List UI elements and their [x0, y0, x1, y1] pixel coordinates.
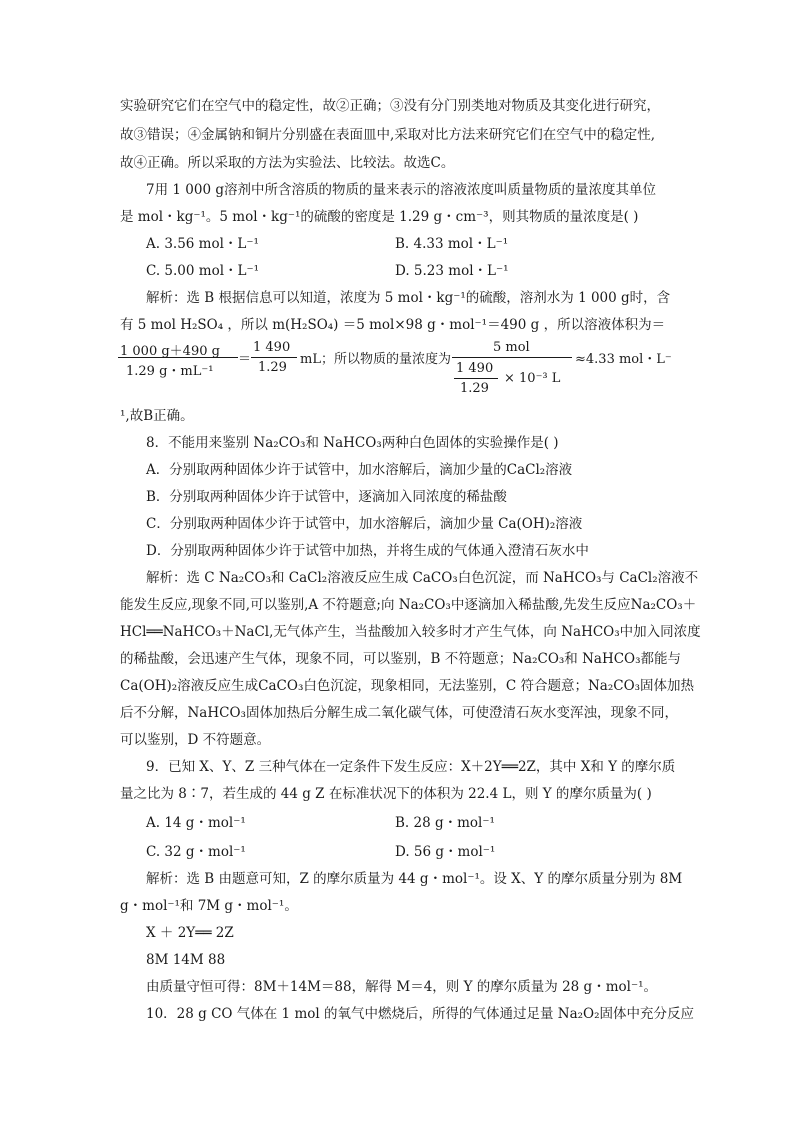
option-d: D．分别取两种固体少许于试管中加热，并将生成的气体通入澄清石灰水中 [146, 543, 589, 559]
answer-8-text: 可以鉴别，D 不符题意。 [120, 732, 271, 748]
fraction-bar [454, 378, 498, 379]
option-b: B．分别取两种固体少许于试管中，逐滴加入同浓度的稀盐酸 [146, 489, 507, 505]
question-9-stem: 量之比为 8∶7，若生成的 44 g Z 在标准状况下的体积为 22.4 L，则 Y 的摩尔质量为( ) [120, 786, 652, 802]
option-b: B. 28 g・mol⁻¹ [395, 815, 495, 831]
fraction-bar [452, 357, 572, 358]
fraction-3-numerator: 5 mol [493, 340, 530, 355]
option-a: A. 14 g・mol⁻¹ [146, 815, 246, 831]
fraction-3-inner-numerator: 1 490 [456, 361, 494, 376]
option-c: C．分别取两种固体少许于试管中，加水溶解后，滴加少量 Ca(OH)₂溶液 [146, 516, 583, 532]
question-8-stem: 8．不能用来鉴别 Na₂CO₃和 NaHCO₃两种白色固体的实验操作是( ) [146, 435, 559, 451]
fraction-bar [251, 357, 297, 358]
answer-9-text: 解析：选 B 由题意可知，Z 的摩尔质量为 44 g・mol⁻¹。设 X、Y 的摩尔质量分别为 8M [146, 871, 683, 887]
option-d: D. 5.23 mol・L⁻¹ [395, 263, 509, 279]
fraction-3-tail: × 10⁻³ L [504, 371, 561, 386]
fraction-1-numerator: 1 000 g＋490 g [120, 344, 220, 359]
text-line: 故③错误；④金属钠和铜片分别盛在表面皿中,采取对比方法来研究它们在空气中的稳定性, [120, 127, 656, 143]
fraction-2-numerator: 1 490 [253, 340, 291, 355]
question-7-stem: 是 mol・kg⁻¹。5 mol・kg⁻¹的硫酸的密度是 1.29 g・cm⁻³，则其物质的量浓度是( ) [120, 209, 639, 225]
fraction-2-denominator: 1.29 [258, 360, 287, 375]
question-10-stem: 10．28 g CO 气体在 1 mol 的氧气中燃烧后，所得的气体通过足量 Na₂O₂固体中充分反应 [146, 1006, 695, 1022]
equals-sign: ＝ [238, 352, 252, 367]
answer-9-text: 由质量守恒可得：8M＋14M＝88，解得 M＝4，则 Y 的摩尔质量为 28 g・mol⁻¹。 [146, 979, 657, 995]
option-a: A．分别取两种固体少许于试管中，加水溶解后，滴加少量的CaCl₂溶液 [146, 462, 573, 478]
answer-8-text: Ca(OH)₂溶液反应生成CaCO₃白色沉淀，现象相同，无法鉴别，C 符合题意；Na₂CO₃固体加热 [120, 678, 695, 694]
answer-9-text: g・mol⁻¹和 7M g・mol⁻¹。 [120, 898, 298, 914]
fraction-bar [118, 357, 238, 358]
answer-8-text: 后不分解，NaHCO₃固体加热后分解生成二氧化碳气体，可使澄清石灰水变浑浊，现象不同， [120, 705, 678, 721]
reaction-equation: X ＋ 2Y══ 2Z [146, 925, 234, 941]
answer-8-text: 的稀盐酸，会迅速产生气体，现象不同，可以鉴别，B 不符题意；Na₂CO₃和 NaHCO₃都能与 [120, 651, 682, 667]
answer-7-text: 有 5 mol H₂SO₄ ，所以 m(H₂SO₄) ＝5 mol×98 g・mol⁻¹＝490 g ，所以溶液体积为＝ [120, 317, 666, 333]
text-line: 实验研究它们在空气中的稳定性，故②正确；③没有分门别类地对物质及其变化进行研究， [120, 98, 660, 114]
option-d: D. 56 g・mol⁻¹ [395, 844, 496, 860]
result-value: ≈4.33 mol・L⁻ [575, 352, 672, 367]
question-7-stem: 7用 1 000 g溶剂中所含溶质的物质的量来表示的溶液浓度叫质量物质的量浓度其单位 [146, 182, 656, 198]
answer-7-text: ¹,故B正确。 [120, 408, 194, 424]
text-line: 故④正确。所以采取的方法为实验法、比较法。故选C。 [120, 155, 455, 171]
fraction-3-inner-denominator: 1.29 [460, 381, 489, 396]
option-c: C. 5.00 mol・L⁻¹ [146, 263, 260, 279]
question-9-stem: 9．已知 X、Y、Z 三种气体在一定条件下发生反应：X＋2Y══2Z，其中 X和 Y 的摩尔质 [146, 759, 676, 775]
formula-text: mL；所以物质的量浓度为 [300, 352, 451, 367]
fraction-1-denominator: 1.29 g・mL⁻¹ [126, 364, 214, 379]
option-a: A. 3.56 mol・L⁻¹ [146, 236, 259, 252]
answer-7-text: 解析：选 B 根据信息可以知道，浓度为 5 mol・kg⁻¹的硫酸，溶剂水为 1 000 g时，含 [146, 290, 671, 306]
answer-8-text: 能发生反应,现象不同,可以鉴别,A 不符题意;向 Na₂CO₃中逐滴加入稀盐酸,先发生反应Na₂CO₃＋ [120, 597, 697, 613]
answer-8-text: 解析：选 C Na₂CO₃和 CaCl₂溶液反应生成 CaCO₃白色沉淀，而 NaHCO₃与 CaCl₂溶液不 [146, 570, 699, 586]
option-c: C. 32 g・mol⁻¹ [146, 844, 246, 860]
option-b: B. 4.33 mol・L⁻¹ [395, 236, 509, 252]
answer-8-text: HCl══NaHCO₃＋NaCl,无气体产生，当盐酸加入较多时才产生气体，向 NaHCO₃中加入同浓度 [120, 624, 701, 640]
molar-mass-row: 8M 14M 88 [146, 952, 226, 968]
